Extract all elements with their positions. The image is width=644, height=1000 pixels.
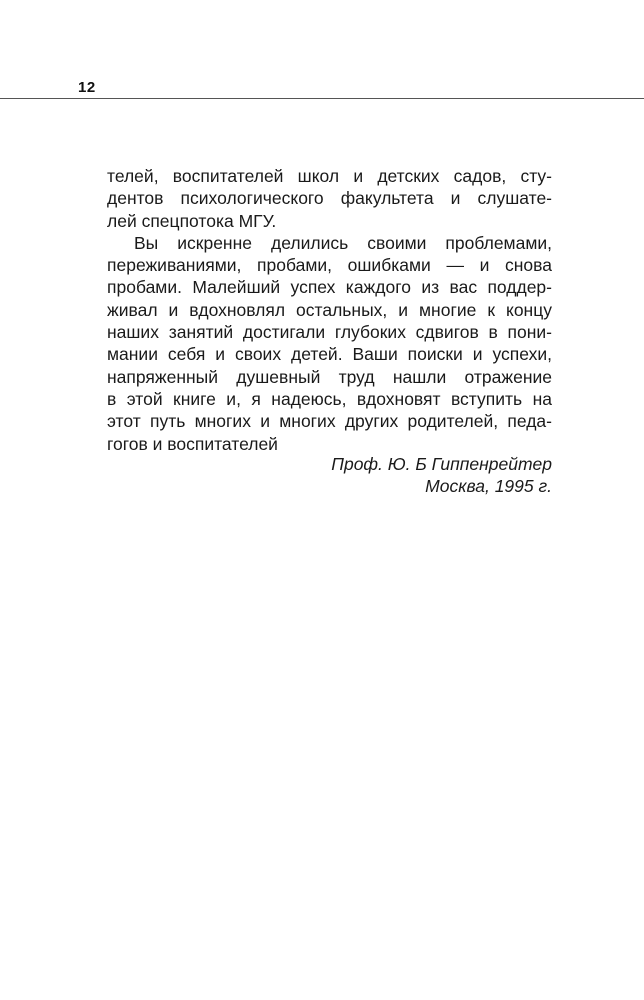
text-line: пробами. Малейший успех каждого из вас поддер-	[107, 277, 552, 298]
text-line: этот путь многих и многих других родителей, педа-	[107, 411, 552, 432]
text-line: дентов психологического факультета и слушате-	[107, 188, 552, 209]
body-text	[107, 165, 552, 455]
signature	[107, 453, 552, 498]
text-line: переживаниями, пробами, ошибками — и снова	[107, 255, 552, 276]
header-rule	[0, 98, 644, 99]
text-line: Вы искренне делились своими проблемами,	[134, 232, 552, 253]
page-number: 12	[78, 79, 96, 96]
signature-author: Проф. Ю. Б Гиппенрейтер	[331, 454, 552, 474]
text-line: напряженный душевный труд нашли отражение	[107, 366, 552, 387]
signature-place-date: Москва, 1995 г.	[425, 476, 552, 497]
text-line: в этой книге и, я надеюсь, вдохновят вступить на	[107, 388, 552, 409]
text-line: наших занятий достигали глубоких сдвигов в пони-	[107, 322, 552, 343]
text-line: лей спецпотока МГУ.	[107, 210, 277, 231]
text-line: телей, воспитателей школ и детских садов, сту-	[107, 166, 552, 186]
text-line: мании себя и своих детей. Ваши поиски и успехи,	[107, 344, 552, 365]
text-line: гогов и воспитателей	[107, 433, 278, 454]
paragraph	[107, 165, 552, 232]
text-line: живал и вдохновлял остальных, и многие к концу	[107, 299, 552, 320]
paragraph	[107, 232, 552, 455]
